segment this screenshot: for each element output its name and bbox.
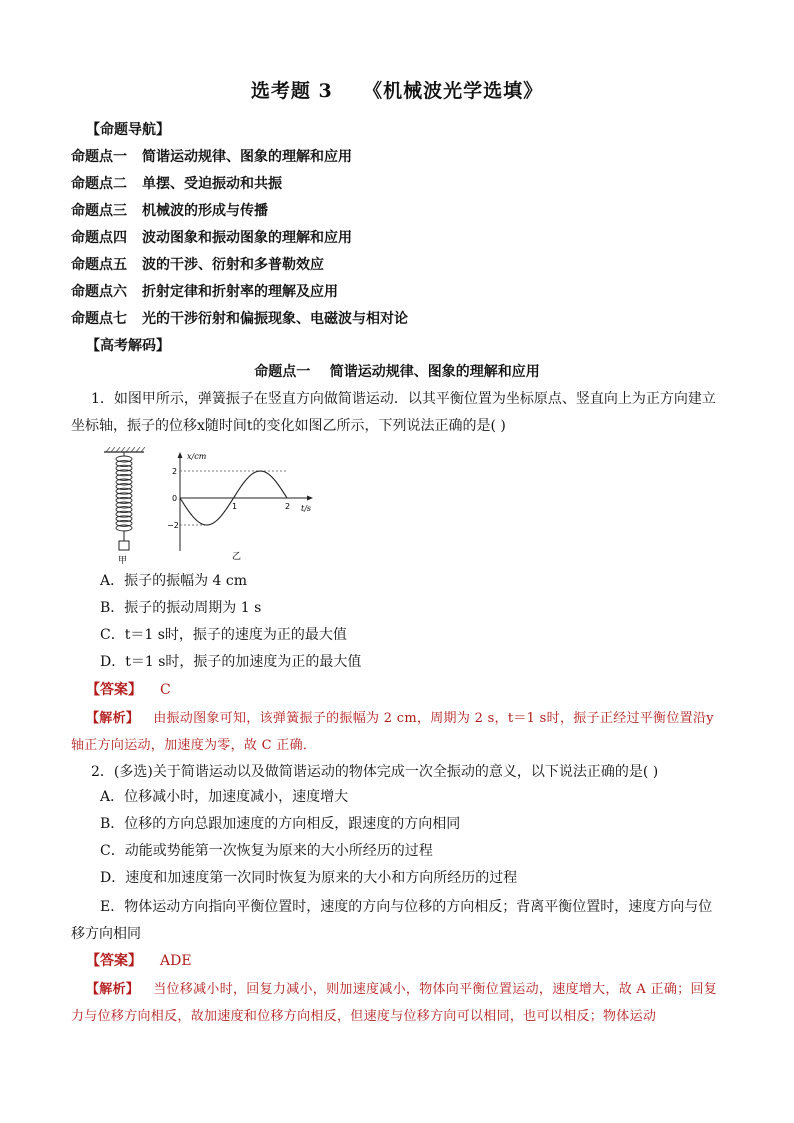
q2-option-c: C．动能或势能第一次恢复为原来的大小所经历的过程 — [100, 843, 433, 859]
toc-text: 光的干涉衍射和偏振现象、电磁波与相对论 — [142, 311, 408, 327]
toc-label: 命题点七 — [71, 311, 127, 327]
toc-label: 命题点六 — [71, 284, 127, 300]
mass-block — [119, 541, 129, 550]
y-tick-pos: 2 — [172, 467, 178, 476]
section-nav-heading: 【命题导航】 — [86, 122, 170, 138]
label-yi: 乙 — [232, 552, 242, 562]
answer-value: ADE — [160, 953, 192, 969]
q1-stem: 1．如图甲所示，弹簧振子在竖直方向做简谐运动．以其平衡位置为坐标原点、竖直向上为正方向建立坐标轴，振子的位移x随时间t的变化如图乙所示，下列说法正确的是( ) — [71, 391, 716, 434]
answer-tag: 【答案】 — [86, 953, 142, 969]
toc-item — [71, 200, 268, 220]
toc-text: 单摆、受迫振动和共振 — [142, 176, 282, 192]
toc-item — [71, 146, 352, 166]
toc-item — [71, 308, 408, 328]
toc-item — [71, 173, 282, 193]
explain-tag: 【解析】 — [86, 711, 140, 726]
toc-text: 折射定律和折射率的理解及应用 — [142, 284, 338, 300]
toc-text: 简谐运动规律、图象的理解和应用 — [142, 149, 352, 165]
spring-loop — [116, 525, 132, 531]
x-tick-1: 1 — [232, 502, 238, 511]
label-jia: 甲 — [118, 556, 128, 565]
explain-text: 由振动图象可知，该弹簧振子的振幅为 2 cm，周期为 2 s，t＝1 s时，振子正经过平衡位置沿y轴正方向运动，加速度为零，故 C 正确． — [71, 711, 714, 753]
toc-text: 机械波的形成与传播 — [142, 203, 268, 219]
toc-label: 命题点三 — [71, 203, 127, 219]
q1-option-c: C．t＝1 s时，振子的速度为正的最大值 — [100, 627, 347, 643]
x-axis-label: t/s — [301, 504, 312, 513]
answer-value: C — [160, 682, 171, 698]
spring-diagram — [104, 447, 145, 565]
q1-option-b: B．振子的振动周期为 1 s — [100, 600, 262, 616]
q2-option-b: B．位移的方向总跟加速度的方向相反，跟速度的方向相同 — [100, 816, 461, 832]
toc-label: 命题点五 — [71, 257, 127, 273]
q2-option-e: E．物体运动方向指向平衡位置时，速度的方向与位移的方向相反；背离平衡位置时，速度方向与位移方向相同 — [71, 899, 713, 942]
page-title: 选考题 3 《机械波光学选填》 — [250, 80, 544, 102]
q1-figure — [96, 447, 336, 565]
xt-graph — [167, 452, 313, 562]
x-tick-2: 2 — [285, 502, 291, 511]
y-axis-label: x/cm — [187, 452, 207, 461]
y-axis-arrow — [178, 452, 183, 458]
explain-text: 当位移减小时，回复力减小，则加速度减小，物体向平衡位置运动，速度增大，故 A 正确；回复力与位移方向相反，故加速度和位移方向相反，但速度与位移方向可以相同，也可以相反；物体运动 — [71, 982, 718, 1024]
q2-option-a: A．位移减小时，加速度减小，速度增大 — [100, 789, 349, 805]
toc-text: 波的干涉、衍射和多普勒效应 — [142, 257, 324, 273]
q1-option-a: A．振子的振幅为 4 cm — [100, 573, 248, 589]
subheading: 命题点一 简谐运动规律、图象的理解和应用 — [254, 364, 540, 380]
ceiling-hatch — [106, 447, 145, 452]
y-tick-neg: −2 — [167, 521, 179, 530]
toc-item — [71, 227, 352, 247]
answer-tag: 【答案】 — [86, 682, 142, 698]
q2-answer — [86, 950, 192, 970]
toc-label: 命题点一 — [71, 149, 127, 165]
q2-option-d: D．速度和加速度第一次同时恢复为原来的大小和方向所经历的过程 — [100, 870, 518, 886]
section-decode-heading: 【高考解码】 — [86, 338, 170, 354]
q1-explanation — [71, 705, 727, 759]
origin-label: 0 — [172, 494, 178, 503]
toc-text: 波动图象和振动图象的理解和应用 — [142, 230, 352, 246]
q2-stem: 2．(多选)关于简谐运动以及做简谐运动的物体完成一次全振动的意义，以下说法正确的是( ) — [91, 764, 659, 780]
q1-answer — [86, 679, 171, 699]
q1-option-d: D．t＝1 s时，振子的加速度为正的最大值 — [100, 654, 362, 670]
toc-item — [71, 281, 338, 301]
x-axis-arrow — [307, 496, 313, 501]
q2-explanation — [71, 976, 727, 1030]
toc-label: 命题点二 — [71, 176, 127, 192]
spring-coil — [116, 452, 132, 531]
explain-tag: 【解析】 — [86, 982, 140, 997]
toc-item — [71, 254, 324, 274]
toc-label: 命题点四 — [71, 230, 127, 246]
